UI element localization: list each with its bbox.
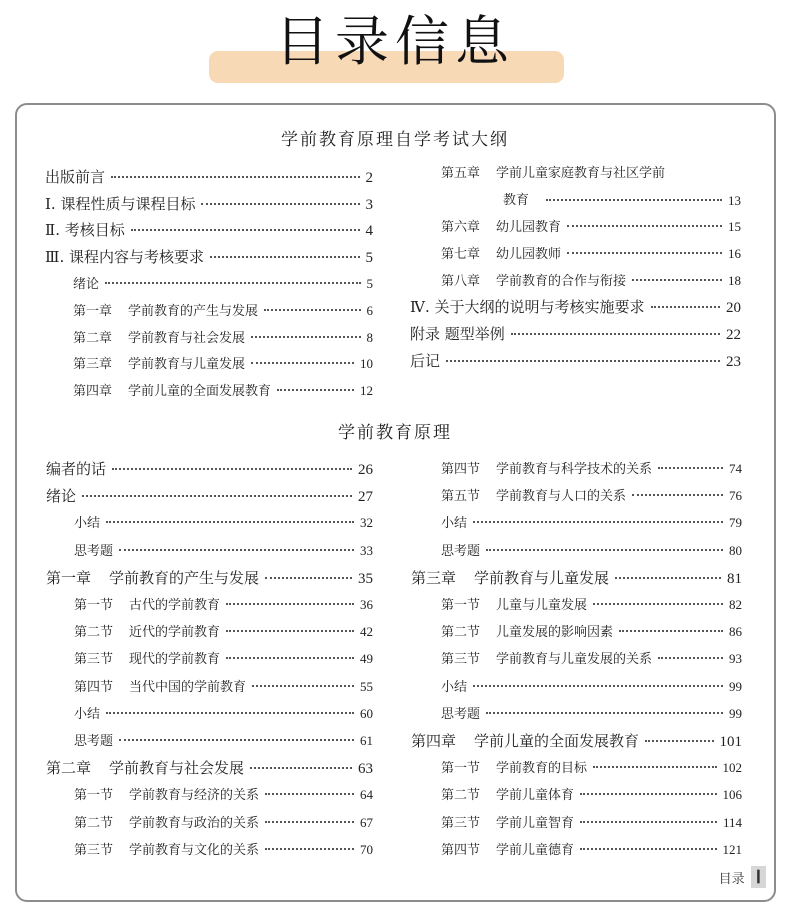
toc-entry-page: 114 <box>722 814 742 830</box>
dot-leader <box>619 630 723 632</box>
toc-entry-page: 81 <box>727 570 742 587</box>
dot-leader <box>632 494 723 496</box>
toc-entry-page: 13 <box>728 193 741 208</box>
dot-leader <box>265 793 354 795</box>
toc-entry-title: 学前教育与儿童发展的关系 <box>496 652 653 668</box>
dot-leader <box>645 740 713 742</box>
toc-entry-page: 80 <box>729 542 742 558</box>
toc-entry-title: 学前教育与科学技术的关系 <box>496 462 653 477</box>
toc-entry-number: 第二节 <box>74 815 114 831</box>
toc-entry-title: 学前教育的合作与衔接 <box>496 274 627 289</box>
toc-entry-title: 小结 <box>74 516 101 532</box>
page-footer <box>719 866 766 888</box>
dot-leader <box>112 468 352 470</box>
toc-entry <box>74 621 373 644</box>
toc-entry <box>441 458 742 481</box>
dot-leader <box>119 549 354 551</box>
toc-entry-title: 附录 题型举例 <box>410 325 505 343</box>
toc-entry <box>441 594 742 617</box>
toc-entry-page: 12 <box>360 383 373 398</box>
dot-leader <box>567 225 722 227</box>
toc-entry-page: 106 <box>722 787 742 803</box>
toc-entry <box>411 730 742 753</box>
toc-entry-number: 第一章 <box>46 568 92 587</box>
toc-entry <box>441 648 742 671</box>
toc-entry-page: 86 <box>729 624 742 640</box>
toc-entry-page: 36 <box>360 597 373 612</box>
dot-leader <box>473 685 723 687</box>
dot-leader <box>277 389 354 391</box>
toc-entry <box>74 676 373 699</box>
toc-entry-number: 第三章 <box>73 357 113 372</box>
toc-entry-title: 学前教育的产生与发展 <box>109 568 260 587</box>
toc-entry-number: 第一节 <box>74 598 114 613</box>
footer-label: 目录 <box>718 871 745 887</box>
toc-entry-page: 42 <box>360 624 373 640</box>
toc-entry-title: 思考题 <box>441 543 481 559</box>
toc-entry-title: 后记 <box>410 352 441 370</box>
dot-leader <box>105 282 360 284</box>
toc-entry <box>441 243 741 266</box>
dot-leader <box>651 306 720 308</box>
toc-entry-page: 22 <box>726 327 741 343</box>
toc-entry-page: 3 <box>365 197 373 213</box>
toc-entry <box>74 812 373 835</box>
toc-entry-title: 小结 <box>441 516 468 532</box>
toc-entry <box>46 485 373 508</box>
toc-entry <box>441 812 742 835</box>
dot-leader <box>106 712 354 714</box>
toc-entry-title: 幼儿园教师 <box>496 247 562 262</box>
dot-leader <box>473 521 723 523</box>
dot-leader <box>658 657 723 659</box>
toc-entry-title: 思考题 <box>74 734 114 749</box>
toc-entry <box>74 648 373 671</box>
toc-entry-page: 26 <box>358 462 373 478</box>
dot-leader <box>119 739 354 741</box>
toc-entry-page: 4 <box>365 223 373 239</box>
toc-entry-page: 79 <box>729 515 742 531</box>
toc-entry-page: 70 <box>360 841 373 857</box>
dot-leader <box>546 199 722 201</box>
toc-entry-title: 学前儿童的全面发展教育 <box>128 384 272 399</box>
dot-leader <box>226 657 354 659</box>
toc-entry <box>441 784 742 807</box>
toc-entry-title: 当代中国的学前教育 <box>129 679 247 695</box>
toc-entry-title: 儿童与儿童发展 <box>496 598 588 613</box>
toc-entry-page: 33 <box>360 542 373 558</box>
toc-entry-page: 60 <box>360 705 373 721</box>
toc-entry-page: 99 <box>729 705 742 721</box>
toc-entry <box>73 273 373 296</box>
toc-entry-title: 学前教育与政治的关系 <box>129 815 260 831</box>
toc-entry <box>73 327 373 350</box>
toc-entry-number: 第四节 <box>441 842 481 858</box>
toc-entry-page: 18 <box>728 273 741 288</box>
dot-leader <box>486 549 723 551</box>
toc-entry-number: 第二节 <box>441 788 481 804</box>
toc-entry-page: 55 <box>360 678 373 694</box>
dot-leader <box>201 203 359 205</box>
dot-leader <box>446 360 720 362</box>
toc-entry-number: 第四节 <box>441 462 481 477</box>
dot-leader <box>486 712 723 714</box>
dot-leader <box>567 252 722 254</box>
toc-entry <box>441 216 741 239</box>
toc-entry-page: 23 <box>726 354 741 370</box>
toc-entry <box>74 730 373 753</box>
toc-entry-page: 67 <box>360 814 373 830</box>
dot-leader <box>265 848 354 850</box>
toc-entry-page: 49 <box>360 651 373 667</box>
toc-entry-number: 第一节 <box>441 761 481 777</box>
toc-entry <box>46 458 373 481</box>
toc-entry-number: 第七章 <box>441 247 481 262</box>
toc-entry-title: 儿童发展的影响因素 <box>496 625 614 641</box>
toc-entry-number: 第六章 <box>441 220 481 235</box>
toc-entry <box>441 163 665 185</box>
toc-entry-page: 99 <box>729 678 742 694</box>
dot-leader <box>250 767 352 769</box>
toc-entry <box>441 839 742 862</box>
toc-entry-number: 第五节 <box>441 489 481 505</box>
toc-entry-page: 10 <box>360 356 373 371</box>
dot-leader <box>251 336 360 338</box>
toc-entry-title: 学前教育与人口的关系 <box>496 489 627 505</box>
toc-entry-title: 学前教育与社会发展 <box>109 759 245 778</box>
toc-entry <box>73 380 373 403</box>
toc-entry <box>441 540 742 563</box>
toc-entry <box>45 166 373 189</box>
toc-entry-page: 20 <box>726 300 741 316</box>
toc-entry-title: 幼儿园教育 <box>496 220 562 235</box>
toc-entry-page: 5 <box>366 276 373 291</box>
toc-entry-number: 第二节 <box>74 625 114 641</box>
toc-entry <box>441 485 742 508</box>
toc-entry-number: 第三节 <box>74 652 114 668</box>
toc-entry-title: 绪论 <box>73 277 100 292</box>
dot-leader <box>580 848 716 850</box>
toc-entry-title: 编者的话 <box>46 460 107 478</box>
toc-entry-continuation: 教育 <box>503 193 530 208</box>
toc-entry <box>441 757 742 780</box>
toc-entry <box>73 300 373 323</box>
toc-entry-page: 63 <box>358 761 373 778</box>
dot-leader <box>226 630 354 632</box>
toc-entry-title: 学前教育的产生与发展 <box>128 304 259 319</box>
toc-entry-title: 小结 <box>441 679 468 695</box>
toc-entry-page: 5 <box>365 250 373 266</box>
toc-entry-title: 学前教育与经济的关系 <box>129 788 260 804</box>
book-title: 学前教育原理 <box>338 423 452 443</box>
toc-entry <box>441 676 742 699</box>
dot-leader <box>111 176 359 178</box>
toc-entry-title: 学前教育与文化的关系 <box>129 842 260 858</box>
toc-entry-title: 学前教育与社会发展 <box>128 331 246 346</box>
toc-entry-title: 出版前言 <box>45 168 106 186</box>
toc-entry <box>45 246 373 269</box>
banner-title: 目录信息 <box>275 10 515 73</box>
toc-entry-title: 学前教育与儿童发展 <box>474 568 610 587</box>
toc-entry <box>410 296 741 319</box>
dot-leader <box>615 577 721 579</box>
toc-entry <box>74 784 373 807</box>
toc-entry-title: 学前儿童德育 <box>496 842 575 858</box>
dot-leader <box>131 229 360 231</box>
toc-entry-page: 61 <box>360 733 373 748</box>
toc-entry-number: 第二章 <box>46 759 92 778</box>
toc-entry-page: 2 <box>365 170 373 186</box>
toc-entry-number: 第四节 <box>74 679 114 695</box>
toc-entry-number: 第三节 <box>74 842 114 858</box>
dot-leader <box>580 821 717 823</box>
toc-entry-title: 学前儿童智育 <box>496 815 575 831</box>
toc-entry-title: Ⅰ. 课程性质与课程目标 <box>45 195 196 213</box>
toc-entry-number: 第三章 <box>411 568 457 587</box>
toc-entry <box>74 540 373 563</box>
toc-entry <box>46 757 373 780</box>
dot-leader <box>265 821 354 823</box>
toc-entry-number: 第一节 <box>74 788 114 804</box>
toc-entry-page: 93 <box>729 651 742 667</box>
toc-entry-number: 第三节 <box>441 815 481 831</box>
toc-entry-number: 第四章 <box>73 384 113 399</box>
toc-entry <box>411 567 742 590</box>
dot-leader <box>251 362 354 364</box>
outline-title: 学前教育原理自学考试大纲 <box>281 130 509 150</box>
toc-entry-page: 101 <box>719 734 742 750</box>
toc-entry <box>441 512 742 535</box>
toc-entry-title: 绪论 <box>46 487 77 506</box>
dot-leader <box>82 495 352 497</box>
dot-leader <box>252 685 354 687</box>
dot-leader <box>226 603 354 605</box>
toc-entry-page: 32 <box>360 515 373 531</box>
toc-entry <box>45 219 373 242</box>
dot-leader <box>106 521 354 523</box>
toc-entry-title: 学前儿童体育 <box>496 788 575 804</box>
toc-entry-page: 6 <box>366 303 373 318</box>
toc-entry-number: 第四章 <box>411 732 457 750</box>
dot-leader <box>658 467 723 469</box>
toc-entry-number: 第三节 <box>441 652 481 668</box>
dot-leader <box>593 766 716 768</box>
toc-entry-page: 15 <box>728 219 741 234</box>
toc-entry <box>74 594 373 617</box>
toc-entry-number: 第二节 <box>441 625 481 641</box>
toc-entry-page: 74 <box>729 461 742 476</box>
toc-entry <box>441 270 741 293</box>
toc-entry-title: 古代的学前教育 <box>129 598 221 613</box>
toc-entry <box>410 323 741 346</box>
dot-leader <box>265 577 352 579</box>
toc-entry-number: 第五章 <box>441 166 481 181</box>
toc-entry-page: 35 <box>358 570 373 587</box>
toc-entry <box>73 353 373 376</box>
toc-entry-page: 82 <box>729 597 742 612</box>
toc-entry-page: 8 <box>366 330 373 345</box>
toc-entry <box>45 193 373 216</box>
toc-entry-title: 学前教育的目标 <box>496 761 588 777</box>
toc-entry-title: Ⅲ. 课程内容与考核要求 <box>45 248 205 266</box>
dot-leader <box>593 603 723 605</box>
toc-entry-title: 小结 <box>74 706 101 722</box>
dot-leader <box>210 256 359 258</box>
toc-entry-page: 16 <box>728 246 741 261</box>
toc-entry-title: 学前儿童的全面发展教育 <box>474 732 640 750</box>
dot-leader <box>511 333 720 335</box>
footer-page-number: Ⅰ <box>751 866 766 888</box>
dot-leader <box>580 793 716 795</box>
toc-entry <box>46 567 373 590</box>
toc-entry-number: 第二章 <box>73 331 113 346</box>
toc-entry-page: 64 <box>360 787 373 803</box>
toc-entry <box>410 350 741 373</box>
toc-entry-continuation-row <box>540 190 741 212</box>
dot-leader <box>632 279 722 281</box>
toc-entry-title: 学前教育与儿童发展 <box>128 357 246 372</box>
toc-entry-page: 121 <box>722 841 742 857</box>
toc-entry-title: 现代的学前教育 <box>129 652 221 668</box>
toc-entry <box>74 839 373 862</box>
toc-entry-title: 学前儿童家庭教育与社区学前 <box>496 166 666 181</box>
toc-entry-title: Ⅱ. 考核目标 <box>45 221 125 239</box>
toc-entry-title: Ⅳ. 关于大纲的说明与考核实施要求 <box>410 298 645 316</box>
toc-entry-page: 76 <box>729 488 742 504</box>
toc-entry-title: 近代的学前教育 <box>129 625 221 641</box>
toc-entry <box>441 621 742 644</box>
toc-entry-page: 27 <box>358 489 373 506</box>
dot-leader <box>264 309 360 311</box>
toc-entry-title: 思考题 <box>441 706 481 722</box>
toc-entry-number: 第一章 <box>73 304 113 319</box>
toc-entry-number: 第八章 <box>441 274 481 289</box>
toc-entry <box>74 703 373 726</box>
toc-entry <box>74 512 373 535</box>
toc-entry-number: 第一节 <box>441 598 481 613</box>
toc-entry <box>441 703 742 726</box>
toc-entry-title: 思考题 <box>74 543 114 559</box>
toc-entry-page: 102 <box>722 760 742 776</box>
